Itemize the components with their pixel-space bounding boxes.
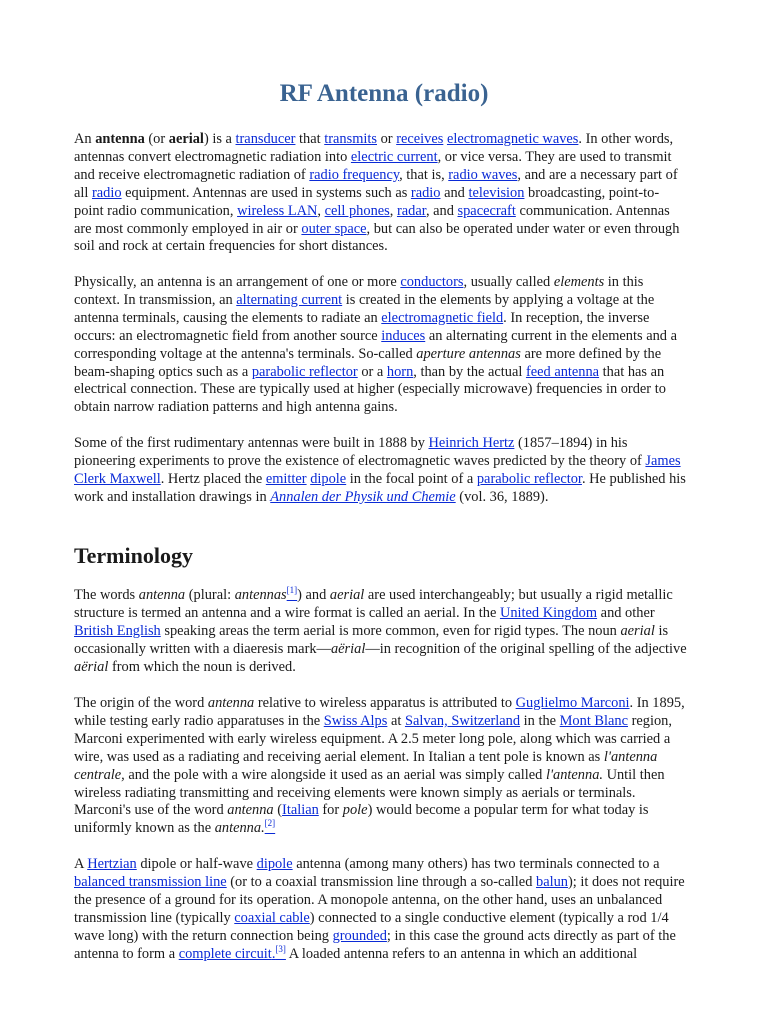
wiki-link[interactable]: Annalen der Physik und Chemie <box>270 488 456 505</box>
wiki-link[interactable]: James Clerk Maxwell <box>74 452 681 487</box>
wiki-link[interactable]: feed antenna <box>525 363 600 380</box>
citation-link[interactable]: [3] <box>275 943 286 954</box>
text-run: from which the noun is derived. <box>108 658 296 675</box>
text-run: relative to wireless apparatus is attributed to <box>254 695 516 711</box>
text-run: ) would become a popular term for what today is uniformly known as the <box>74 802 649 837</box>
text-run: ) connected to a single conductive element (typically a rod 1/4 wave long) with the return connection being <box>74 909 669 944</box>
wiki-link[interactable]: emitter <box>265 470 307 487</box>
wiki-link[interactable]: induces <box>381 327 426 344</box>
text-run: (1857–1894) in his pioneering experiments to prove the existence of electromagnetic waves predicted by the theory of <box>74 435 642 469</box>
italic-term: aërial <box>74 658 109 675</box>
text-run: (plural: <box>185 587 235 603</box>
paragraph-intro <box>74 131 724 256</box>
text-run: A loaded antenna refers to an antenna in which an additional <box>285 945 638 962</box>
wiki-link[interactable]: Hertzian <box>87 856 137 872</box>
wiki-link[interactable]: receives <box>396 131 444 147</box>
wiki-link[interactable]: Salvan, Switzerland <box>404 712 521 729</box>
wiki-link[interactable]: radar <box>396 202 426 219</box>
text-run: or a <box>357 363 387 380</box>
text-run: is created in the elements by applying a voltage at the antenna terminals, causing the elements to radiate an <box>74 291 655 326</box>
wiki-link[interactable]: spacecraft <box>457 202 516 219</box>
paragraph-physical <box>74 274 724 417</box>
text-run: ); it does not require the presence of a ground for its operation. A monopole antenna, on the other hand, uses an unbalanced transmission line (typically <box>74 873 685 926</box>
text-run: and <box>440 184 469 201</box>
text-run: ( <box>273 802 283 819</box>
wiki-link[interactable]: radio frequency <box>309 166 400 183</box>
italic-term: aërial <box>330 640 366 657</box>
text-run: ) and <box>297 587 330 603</box>
italic-term: antenna. <box>214 820 265 837</box>
wiki-link[interactable]: parabolic reflector <box>251 363 358 380</box>
wiki-link[interactable]: electromagnetic field <box>381 309 504 326</box>
text-run: , <box>389 202 397 219</box>
italic-term: antenna <box>207 695 255 711</box>
text-run: antenna (among many others) has two terminals connected to a <box>296 856 660 872</box>
wiki-link[interactable]: United Kingdom <box>499 604 598 621</box>
text-run: for <box>318 802 343 819</box>
bold-term: antenna <box>95 131 145 147</box>
text-run: are used interchangeably; but usually a rigid metallic structure is termed an antenna and a wire format is called an aerial. In the <box>74 587 673 621</box>
text-run: dipole or half-wave <box>136 856 257 872</box>
italic-term: antenna <box>227 802 274 819</box>
page-title: RF Antenna (radio) <box>279 80 489 107</box>
text-run: . He published his work and installation drawings in <box>74 470 686 505</box>
text-run: . In other words, antennas convert electromagnetic radiation into <box>74 131 674 165</box>
wiki-link[interactable]: dipole <box>310 470 347 487</box>
text-run: , but can also be operated under water or even through soil and rock at certain frequencies for short distances. <box>74 220 680 255</box>
text-run: , usually called <box>463 274 554 290</box>
wiki-link[interactable]: horn <box>386 363 414 380</box>
text-run: at <box>387 712 405 729</box>
text-run: , that is, <box>399 166 449 183</box>
text-run: that <box>295 131 325 147</box>
text-run: ; in this case the ground acts directly as part of the antenna to form a <box>74 927 676 962</box>
text-run: in the focal point of a <box>346 470 477 487</box>
wiki-link[interactable]: television <box>468 184 525 201</box>
italic-term: pole <box>342 802 368 819</box>
text-run: Physically, an antenna is an arrangement of one or more <box>74 274 401 290</box>
italic-term: l'antenna centrale, <box>74 748 658 783</box>
text-run: an alternating current in the elements and a corresponding voltage at the antenna's terminals. So-called <box>74 327 677 362</box>
text-run: , than by the actual <box>413 363 526 380</box>
paragraph-terminology-dipole <box>74 856 724 963</box>
wiki-link[interactable]: British English <box>74 622 161 639</box>
italic-term: aerial <box>329 587 365 603</box>
wiki-link[interactable]: parabolic reflector <box>476 470 582 487</box>
wiki-link[interactable]: alternating current <box>236 291 343 308</box>
wiki-link[interactable]: outer space <box>301 220 367 237</box>
italic-term: aperture antennas <box>416 345 521 362</box>
italic-term: aerial <box>620 622 655 639</box>
text-run: in the <box>520 712 560 729</box>
text-run: , <box>317 202 325 219</box>
text-run: are more defined by the beam-shaping optics such as a <box>74 345 662 380</box>
text-run: . Hertz placed the <box>160 470 266 487</box>
text-run: The origin of the word <box>74 695 208 711</box>
text-run: and other <box>600 604 655 621</box>
italic-term: l'antenna. <box>545 766 603 783</box>
wiki-link[interactable]: complete circuit <box>178 945 272 962</box>
wiki-link[interactable]: balanced transmission line <box>74 873 227 890</box>
text-run: , and <box>425 202 458 219</box>
text-run: that has an electrical connection. These are typically used at higher (especially microwave) frequencies in order to obtain narrow radiation patterns and high antenna gains. <box>74 363 666 416</box>
wiki-link[interactable]: transmits <box>324 131 377 147</box>
paragraph-terminology-origin <box>74 695 724 838</box>
text-run: , and are a necessary part of all <box>74 166 678 201</box>
wiki-link[interactable]: transducer <box>235 131 296 147</box>
wiki-link[interactable]: Heinrich Hertz <box>428 435 515 451</box>
wiki-link[interactable]: Mont Blanc <box>559 712 628 729</box>
wiki-link[interactable]: radio <box>410 184 441 201</box>
text-run: . In 1895, while testing early radio apparatuses in the <box>74 695 685 729</box>
wiki-link[interactable]: wireless LAN <box>237 202 318 219</box>
text-run: (or to a coaxial transmission line through a so-called <box>226 873 536 890</box>
paragraph-terminology-words <box>74 587 724 677</box>
text-run: Some of the first rudimentary antennas were built in 1888 by <box>74 435 429 451</box>
wiki-link[interactable]: grounded <box>332 927 387 944</box>
text-run: speaking areas the term aerial is more common, even for rigid types. The noun <box>160 622 621 639</box>
text-run: The words <box>74 587 139 603</box>
section-heading-terminology: Terminology <box>74 543 193 568</box>
wiki-link[interactable]: radio waves <box>448 166 518 183</box>
text-run: . In reception, the inverse occurs: an electromagnetic field from another source <box>74 309 650 344</box>
text-run: broadcasting, point-to- point radio communication, <box>74 184 660 219</box>
text-run: equipment. Antennas are used in systems such as <box>121 184 411 201</box>
wiki-link[interactable]: electric current <box>350 148 438 165</box>
wiki-link[interactable]: balun <box>536 873 568 890</box>
paragraph-history <box>74 435 724 507</box>
text-run: Until then wireless radiating transmitting and receiving elements were known simply as aerials or terminals. Marconi's use of the word <box>74 766 665 819</box>
citation-link[interactable]: [1] <box>286 585 298 596</box>
text-run: communication. Antennas are most commonly employed in air or <box>74 202 670 237</box>
text-run: (or <box>144 131 169 147</box>
text-run: is occasionally written with a diaeresis mark— <box>74 622 669 657</box>
wiki-link[interactable]: coaxial cable <box>234 909 310 926</box>
wiki-link[interactable]: Guglielmo Marconi <box>515 695 630 711</box>
text-run: (vol. 36, 1889). <box>455 488 549 505</box>
text-run: , or vice versa. They are used to transmit and receive electromagnetic radiation of <box>74 148 672 183</box>
wiki-link[interactable]: dipole <box>256 856 293 872</box>
text-run: A <box>74 856 88 872</box>
italic-term: antenna <box>138 587 186 603</box>
text-run: or <box>377 131 397 147</box>
wiki-link[interactable]: Italian <box>282 802 319 819</box>
wiki-link[interactable]: electromagnetic waves <box>446 131 579 147</box>
text-run: An <box>74 131 96 147</box>
text-run: in this context. In transmission, an <box>74 274 644 308</box>
text-run: —in recognition of the original spelling of the adjective <box>365 640 687 657</box>
text-run: ) is a <box>203 131 236 147</box>
wiki-link[interactable]: radio <box>91 184 122 201</box>
italic-term: antennas <box>234 587 287 603</box>
italic-term: elements <box>553 274 605 290</box>
wiki-link[interactable]: conductors <box>400 274 464 290</box>
citation-link[interactable]: [2] <box>264 818 276 829</box>
text-run: and the pole with a wire alongside it used as an aerial was simply called <box>124 766 546 783</box>
bold-term: aerial <box>168 131 204 147</box>
text-run: region, Marconi experimented with early wireless equipment. A 2.5 meter long pole, along which was carried a wire, was used as a radiating and receiving aerial element. In Italian a tent pole is known as <box>74 712 672 765</box>
wiki-link[interactable]: . <box>271 945 276 962</box>
wiki-link[interactable]: Swiss Alps <box>323 712 388 729</box>
wiki-link[interactable]: cell phones <box>324 202 390 219</box>
